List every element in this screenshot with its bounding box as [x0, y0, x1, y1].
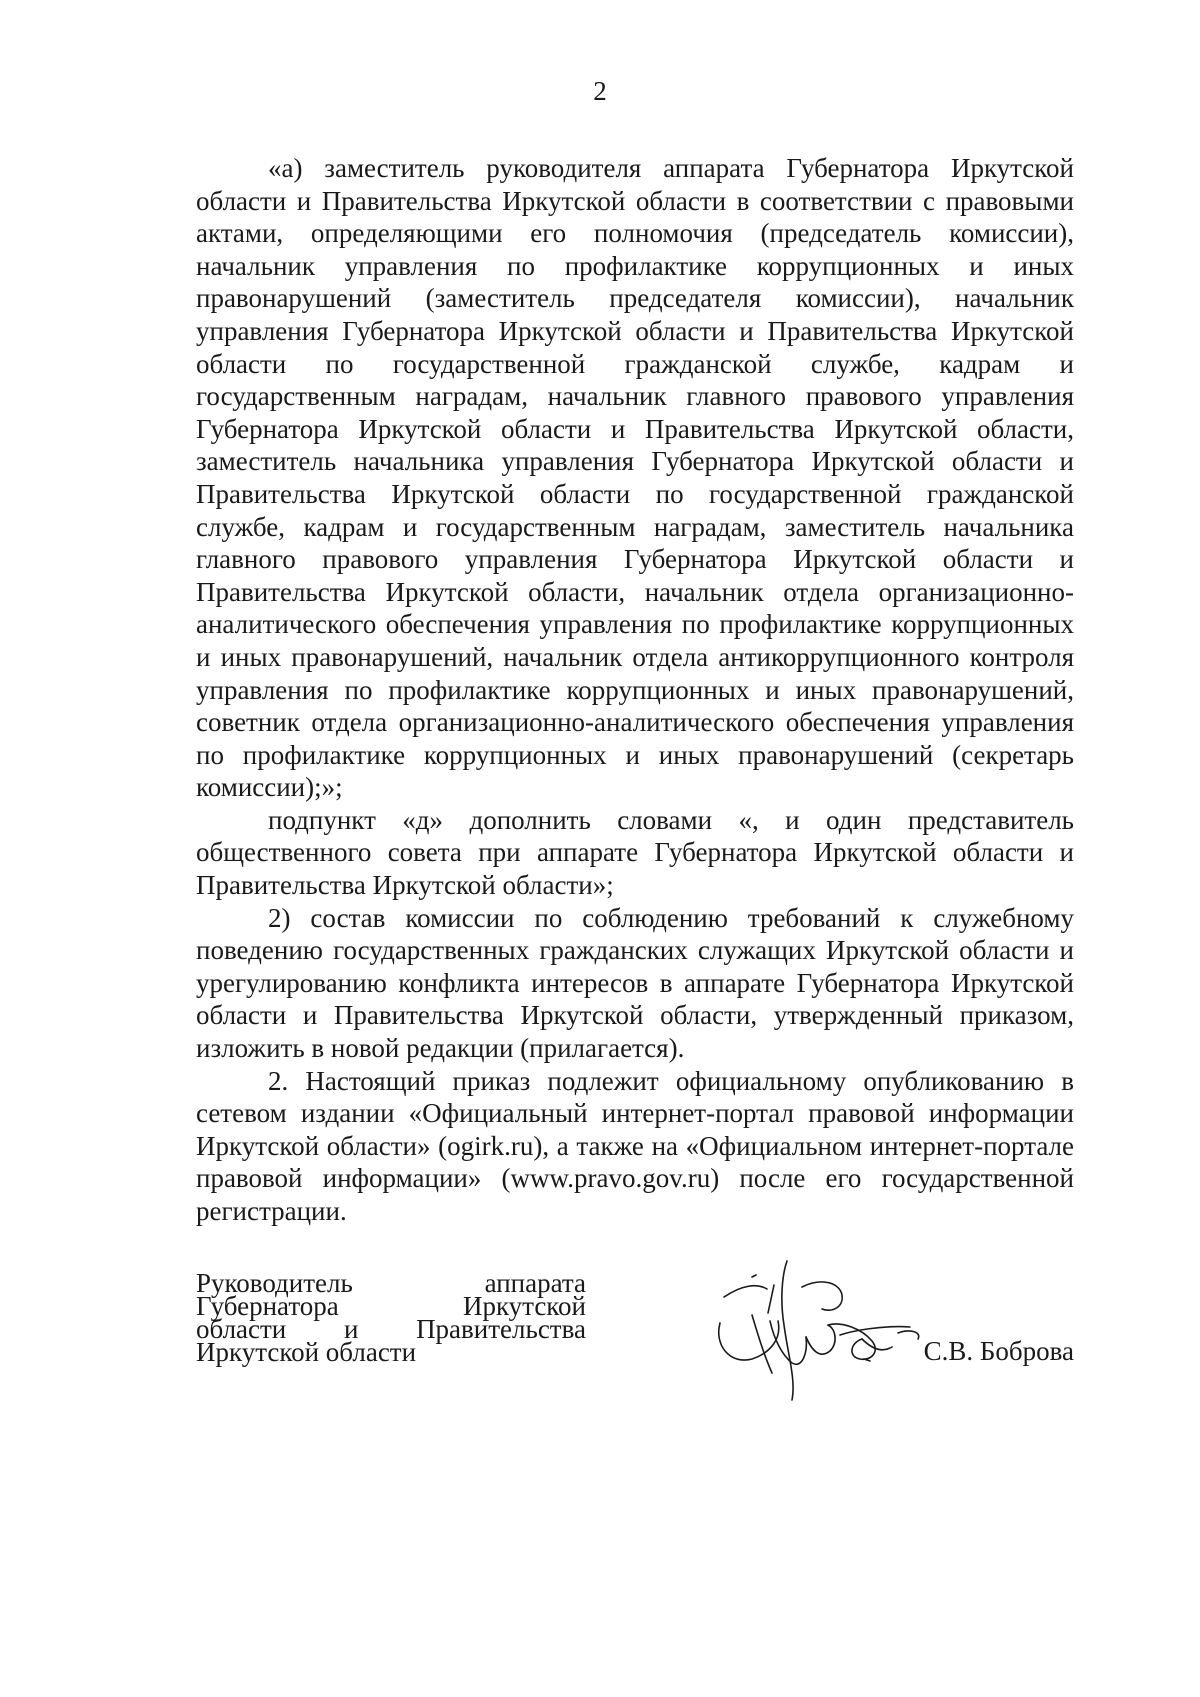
- position-line: [196, 1337, 586, 1367]
- position-word: аппарата: [484, 1268, 586, 1298]
- page-number: 2: [593, 76, 607, 106]
- position-word: Правительства: [416, 1314, 586, 1344]
- paragraph-publication: 2. Настоящий приказ подлежит официальному опубликованию в сетевом издании «Официальный интернет-портал правовой информации Иркутской области» (ogirk.ru), а также на «Официальном интернет-портале правовой информации» (www.pravo.gov.ru) после его государственной регистрации.: [196, 1065, 1074, 1226]
- handwritten-signature: [712, 1255, 952, 1405]
- paragraph-commission-composition: 2) состав комиссии по соблюдению требований к служебному поведению государственных гражданских служащих Иркутской области и урегулированию конфликта интересов в аппарате Губернатора Иркутской области и Правительства Иркутской области, утвержденный приказом, изложить в новой редакции (прилагается).: [196, 902, 1074, 1064]
- position-word: и: [343, 1314, 359, 1344]
- position-word: Руководитель: [196, 1268, 353, 1298]
- position-word: Иркутской области: [196, 1337, 417, 1367]
- document-body: [196, 152, 1074, 1228]
- position-word: Губернатора: [196, 1291, 339, 1321]
- signatory-position: [196, 1268, 586, 1367]
- position-word: Иркутской: [462, 1291, 586, 1321]
- paragraph-subpoint-d: подпункт «д» дополнить словами «, и один представитель общественного совета при аппарате Губернатора Иркутской области и Правительства Иркутской области»;: [196, 804, 1074, 901]
- paragraph-composition-amendment: «а) заместитель руководителя аппарата Губернатора Иркутской области и Правительства Иркутской области в соответствии с правовыми актами, определяющими его полномочия (председатель комиссии), начальник управления по профилактике коррупционных и иных правонарушений (заместитель председателя комиссии), начальник управления Губернатора Иркутской области и Правительства Иркутской области по государственной гражданской службе, кадрам и государственным наградам, начальник главного правового управления Губернатора Иркутской области и Правительства Иркутской области, заместитель начальника управления Губернатора Иркутской области и Правительства Иркутской области по государственной гражданской службе, кадрам и государственным наградам, заместитель начальника главного правового управления Губернатора Иркутской области и Правительства Иркутской области, начальник отдела организационно-аналитического обеспечения управления по профилактике коррупционных и иных правонарушений, начальник отдела антикоррупционного контроля управления по профилактике коррупционных и иных правонарушений, советник отдела организационно-аналитического обеспечения управления по профилактике коррупционных и иных правонарушений (секретарь комиссии);»;: [196, 153, 1074, 803]
- signatory-name: С.В. Боброва: [923, 1336, 1074, 1366]
- position-word: области: [196, 1314, 287, 1344]
